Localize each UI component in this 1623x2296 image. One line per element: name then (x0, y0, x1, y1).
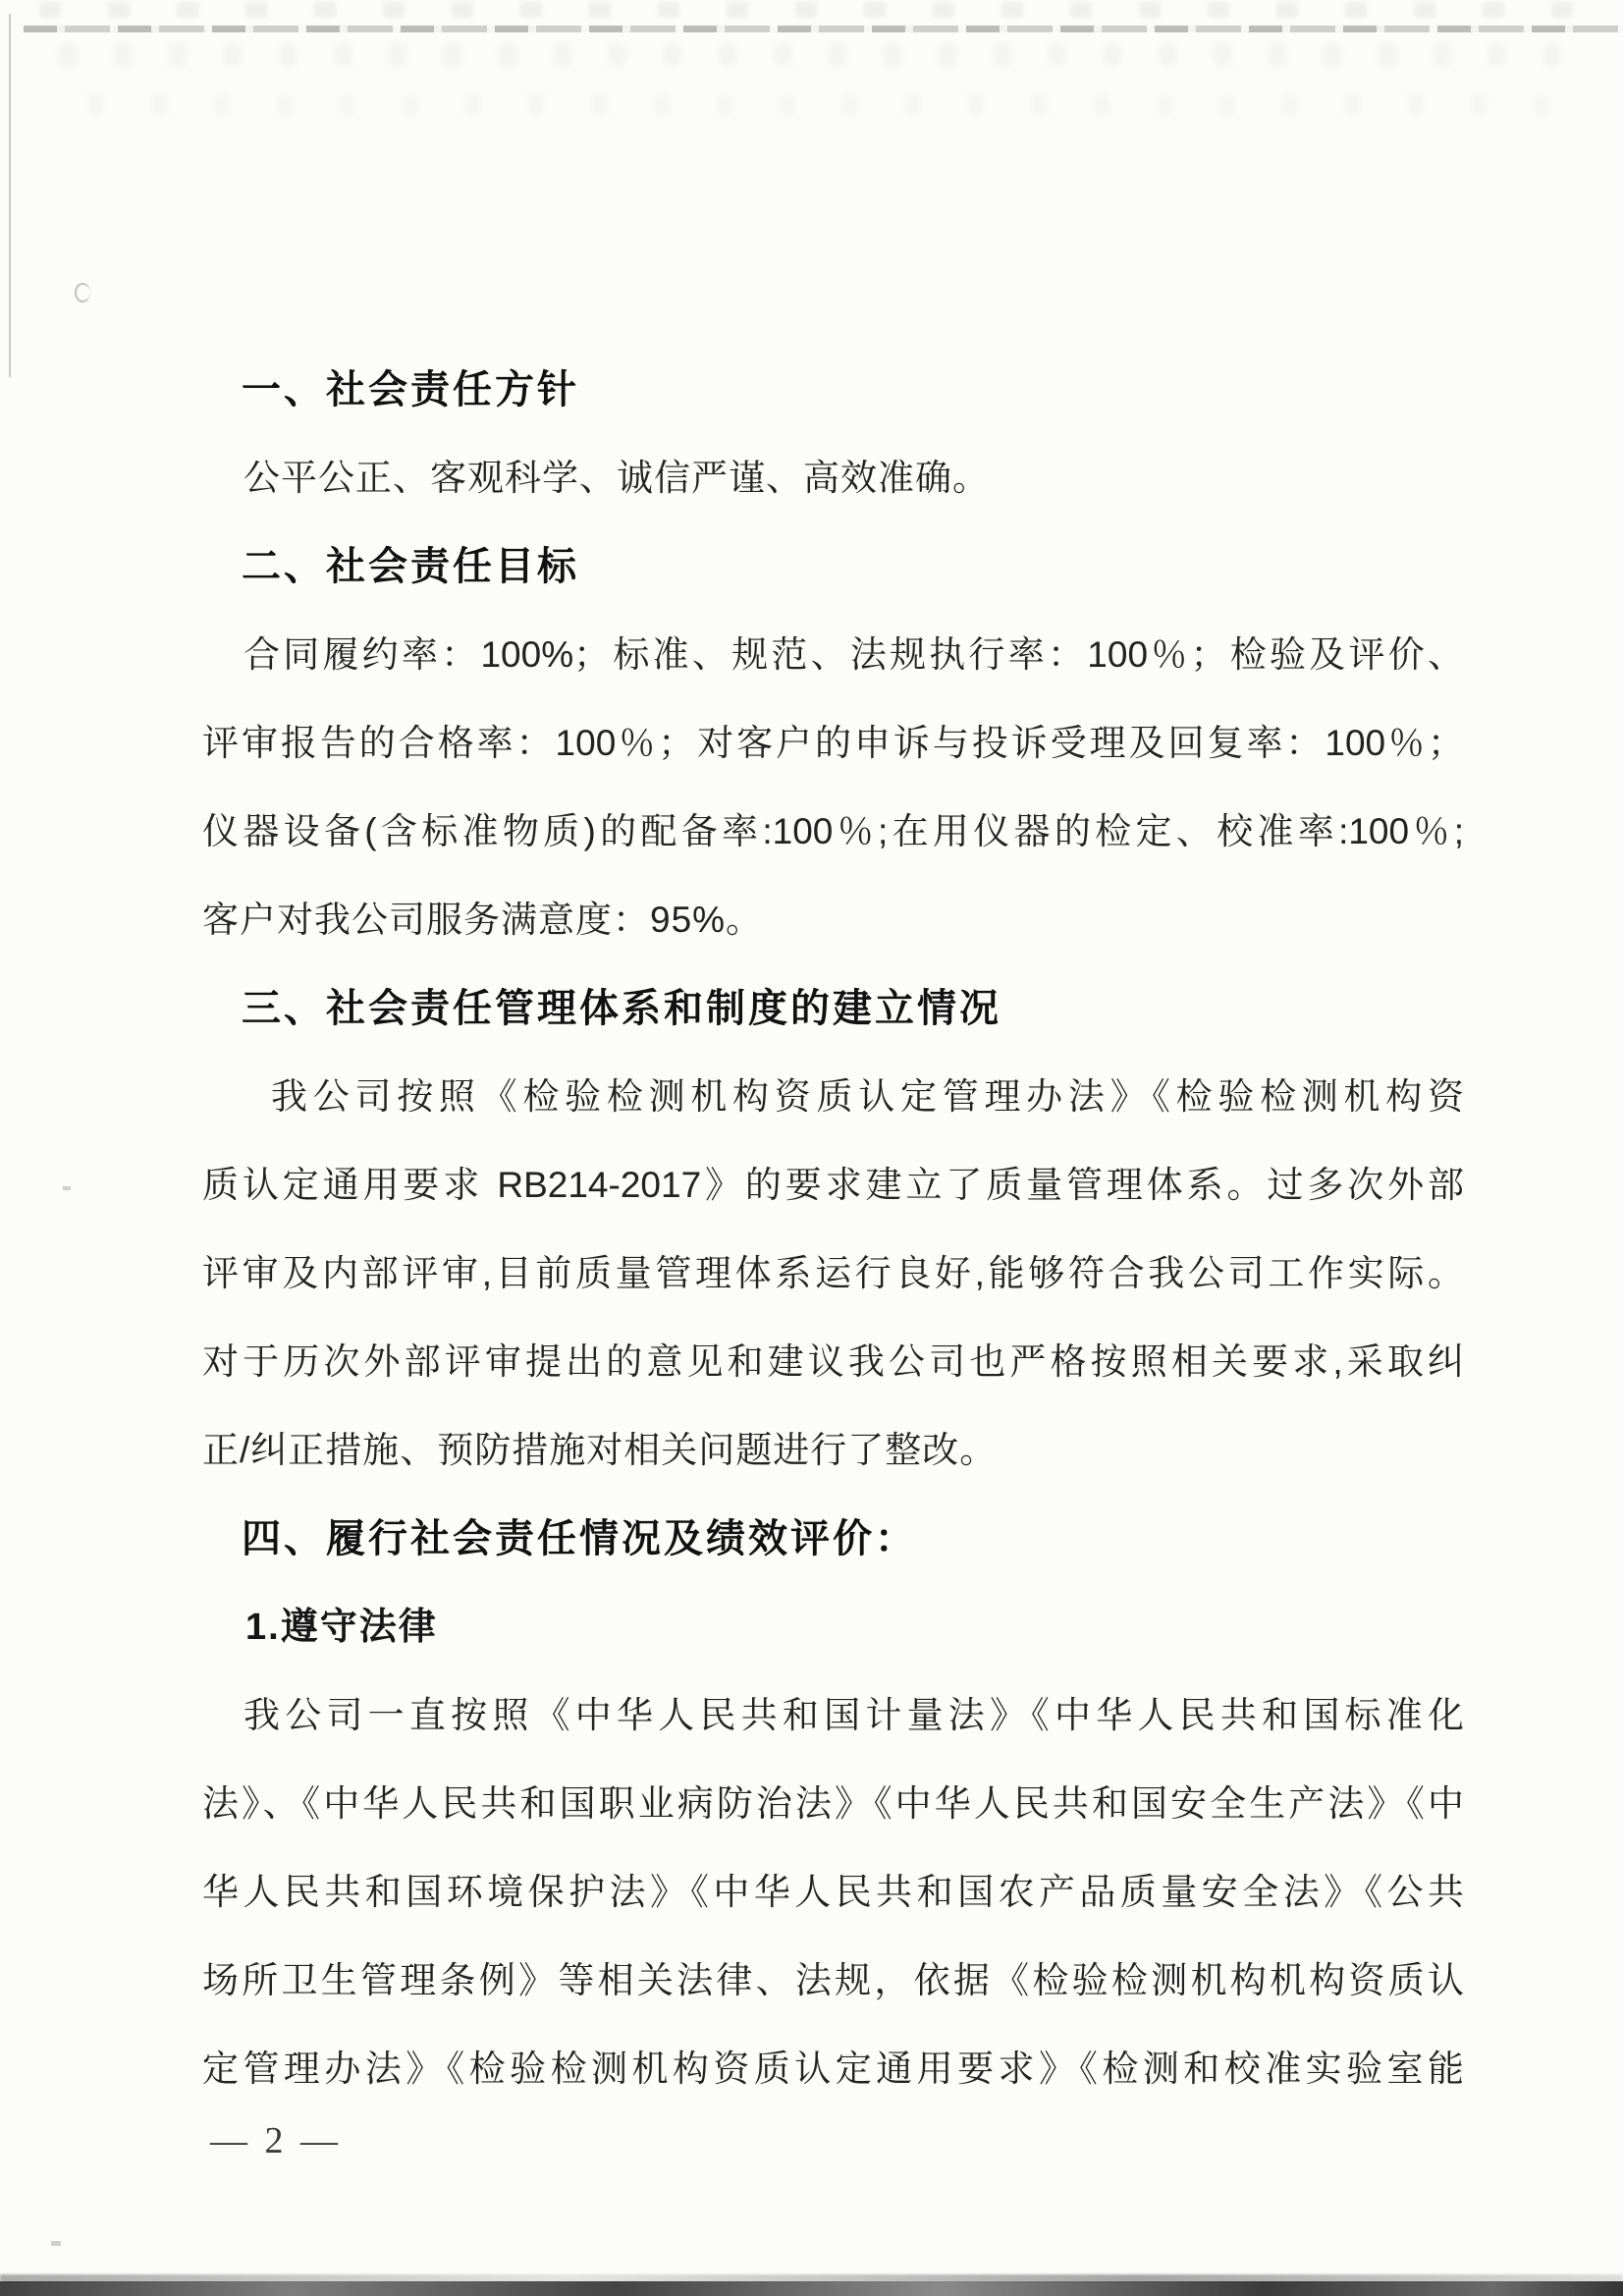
scan-speck (51, 2241, 61, 2246)
scan-artifact-dashed-line (24, 26, 1623, 32)
goals-text-line-2: 评审报告的合格率：100％；对客户的申诉与投诉受理及回复率：100％； (202, 723, 1464, 763)
section-heading-1: 一、社会责任方针 (242, 368, 579, 411)
system-text-line-5: 正/纠正措施、预防措施对相关问题进行了整改。 (202, 1430, 998, 1470)
law-text-line-2: 法》、《中华人民共和国职业病防治法》《中华人民共和国安全生产法》《中 (202, 1783, 1464, 1824)
page-number: — 2 — (210, 2120, 342, 2161)
scan-bottom-shadow (0, 2274, 1623, 2282)
law-text-line-3: 华人民共和国环境保护法》《中华人民共和国农产品质量安全法》《公共 (202, 1872, 1464, 1912)
policy-text-line: 公平公正、客观科学、诚信严谨、高效准确。 (243, 458, 990, 498)
law-text-line-4: 场所卫生管理条例》等相关法律、法规，依据《检验检测机构机构资质认 (202, 1960, 1464, 2000)
section-heading-4: 四、履行社会责任情况及绩效评价： (242, 1517, 917, 1560)
scan-bottom-edge (0, 2281, 1623, 2296)
scan-edge-line (9, 14, 11, 377)
scan-speck (63, 1186, 71, 1190)
system-text-line-2: 质认定通用要求 RB214-2017》的要求建立了质量管理体系。过多次外部 (202, 1165, 1464, 1205)
system-text-line-4: 对于历次外部评审提出的意见和建议我公司也严格按照相关要求,采取纠 (202, 1341, 1464, 1382)
law-text-line-1: 我公司一直按照《中华人民共和国计量法》《中华人民共和国标准化 (243, 1695, 1464, 1735)
subsection-heading-1: 1.遵守法律 (245, 1607, 438, 1648)
scan-bleedthrough-row (88, 94, 1561, 116)
document-body (202, 346, 1464, 2113)
scan-speck (75, 283, 90, 302)
section-heading-2: 二、社会责任目标 (242, 545, 579, 588)
scan-bleedthrough-row (59, 43, 1591, 67)
section-heading-3: 三、社会责任管理体系和制度的建立情况 (242, 987, 1001, 1030)
goals-text-line-3: 仪器设备(含标准物质)的配备率:100％;在用仪器的检定、校准率:100％; (202, 811, 1464, 851)
system-text-line-1: 我公司按照《检验检测机构资质认定管理办法》《检验检测机构资 (271, 1076, 1464, 1117)
law-text-line-5: 定管理办法》《检验检测机构资质认定通用要求》《检测和校准实验室能 (202, 2049, 1464, 2089)
system-text-line-3: 评审及内部评审,目前质量管理体系运行良好,能够符合我公司工作实际。 (202, 1253, 1464, 1293)
goals-text-line-1: 合同履约率：100%；标准、规范、法规执行率：100％；检验及评价、 (243, 634, 1464, 675)
goals-text-line-4: 客户对我公司服务满意度：95%。 (202, 900, 764, 940)
scan-bleedthrough-top (39, 2, 1610, 18)
